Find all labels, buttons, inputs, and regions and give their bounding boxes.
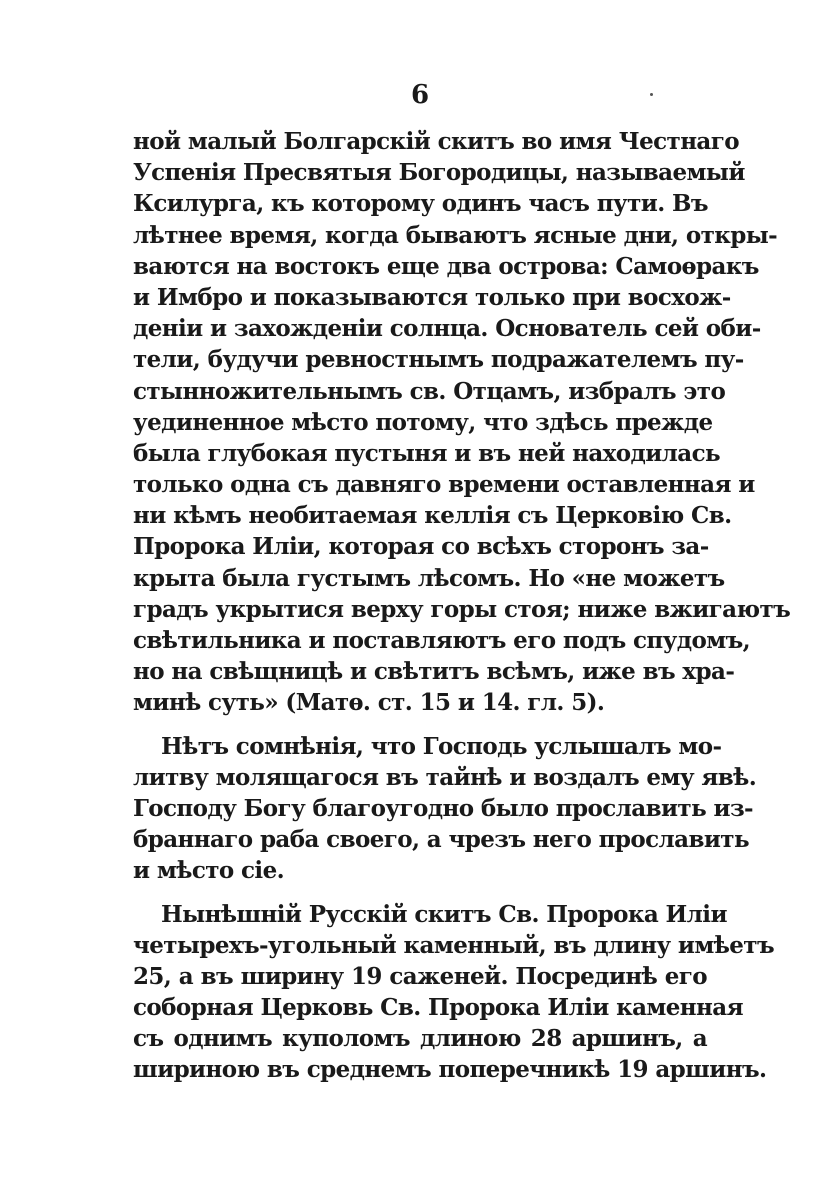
text-line: стынножительнымъ св. Отцамъ, избралъ это bbox=[133, 377, 726, 405]
text-line: и Имбро и показываются только при восхож- bbox=[133, 283, 731, 311]
paragraph-3 bbox=[133, 899, 774, 1086]
paragraph-gap bbox=[133, 719, 707, 731]
text-line: Пророка Иліи, которая со всѣхъ сторонъ за- bbox=[133, 533, 709, 561]
text-line: съ однимъ куполомъ длиною 28 аршинъ, а bbox=[133, 1025, 707, 1053]
paragraph-2 bbox=[133, 731, 757, 887]
text-line: была глубокая пустыня и въ ней находилась bbox=[133, 439, 721, 467]
text-line: крыта была густымъ лѣсомъ. Но «не можетъ bbox=[133, 564, 725, 592]
text-line: Нѣтъ сомнѣнія, что Господь услышалъ мо- bbox=[161, 732, 722, 760]
text-line: ваются на востокъ еще два острова: Самоѳракъ bbox=[133, 252, 759, 280]
text-line: Успенія Пресвятыя Богородицы, называемый bbox=[133, 159, 745, 187]
text-line: Ксилурга, къ которому одинъ часъ пути. Въ bbox=[133, 190, 708, 218]
paragraph-gap bbox=[133, 887, 707, 899]
text-line: шириною въ среднемъ поперечникѣ 19 аршинъ. bbox=[133, 1056, 767, 1084]
text-line: минѣ суть» (Матѳ. ст. 15 и 14. гл. 5). bbox=[133, 689, 605, 717]
text-line: деніи и захожденіи солнца. Основатель сей оби- bbox=[133, 315, 761, 343]
text-line: ни кѣмъ необитаемая келлія съ Церковію Св. bbox=[133, 502, 732, 530]
text-line: но на свѣщницѣ и свѣтитъ всѣмъ, иже въ хра- bbox=[133, 658, 735, 686]
text-line: уединенное мѣсто потому, что здѣсь прежде bbox=[133, 408, 713, 436]
text-line: четырехъ-угольный каменный, въ длину имѣетъ bbox=[133, 931, 774, 959]
text-line: ной малый Болгарскій скитъ во имя Честнаго bbox=[133, 128, 739, 155]
text-line: литву молящагося въ тайнѣ и воздалъ ему явѣ. bbox=[133, 763, 757, 791]
page-number: 6 bbox=[410, 80, 430, 110]
text-line: лѣтнее время, когда бываютъ ясные дни, откры- bbox=[133, 221, 778, 249]
text-line: 25, а въ ширину 19 саженей. Посрединѣ его bbox=[133, 962, 707, 990]
text-line: браннаго раба своего, а чрезъ него прославить bbox=[133, 826, 749, 854]
text-line: свѣтильника и поставляютъ его подъ спудомъ, bbox=[133, 627, 751, 654]
text-line: градъ укрытися верху горы стоя; ниже вжигаютъ bbox=[133, 595, 791, 623]
body-text bbox=[133, 126, 791, 1086]
text-line: соборная Церковь Св. Пророка Иліи каменная bbox=[133, 994, 743, 1022]
text-line: Господу Богу благоугодно было прославить из- bbox=[133, 794, 753, 822]
paragraph-1 bbox=[133, 126, 791, 719]
text-line: тели, будучи ревностнымъ подражателемъ пу- bbox=[133, 346, 744, 374]
text-line: Нынѣшній Русскій скитъ Св. Пророка Иліи bbox=[161, 900, 727, 928]
ink-speck bbox=[650, 93, 653, 96]
text-line: только одна съ давняго времени оставленная и bbox=[133, 471, 755, 499]
text-line: и мѣсто сіе. bbox=[133, 857, 285, 885]
